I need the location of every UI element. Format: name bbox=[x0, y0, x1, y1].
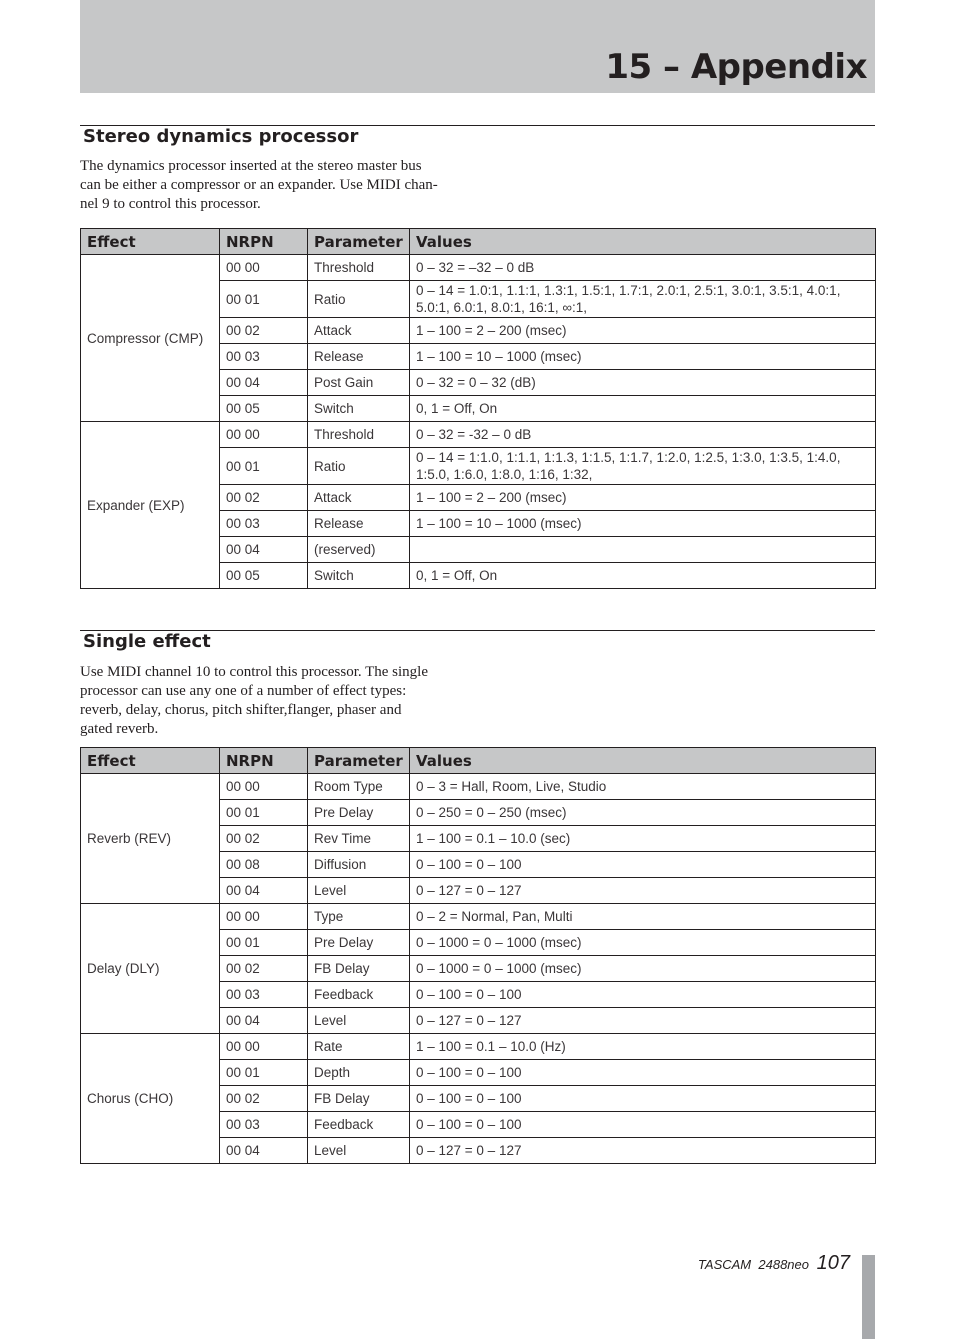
parameter-cell: Rev Time bbox=[308, 826, 410, 852]
values-cell bbox=[410, 448, 876, 485]
values-line: 0 – 14 = 1.0:1, 1.1:1, 1.3:1, 1.5:1, 1.7:1, 2.0:1, 2.5:1, 3.0:1, 3.5:1, 4.0:1, bbox=[416, 283, 841, 298]
values-cell bbox=[410, 318, 876, 344]
stereo-paragraph bbox=[80, 157, 438, 214]
effect-cell: Expander (EXP) bbox=[81, 422, 220, 589]
table-row bbox=[81, 1034, 876, 1060]
nrpn-cell: 00 04 bbox=[220, 1138, 308, 1164]
paragraph-line: reverb, delay, chorus, pitch shifter,flanger, phaser and bbox=[80, 702, 402, 718]
nrpn-cell: 00 02 bbox=[220, 1086, 308, 1112]
table-header-row bbox=[81, 748, 876, 774]
nrpn-cell: 00 01 bbox=[220, 1060, 308, 1086]
values-line: 1 – 100 = 0.1 – 10.0 (Hz) bbox=[416, 1039, 566, 1054]
values-cell bbox=[410, 1008, 876, 1034]
values-cell bbox=[410, 281, 876, 318]
parameter-cell: Level bbox=[308, 1138, 410, 1164]
values-line: 1 – 100 = 2 – 200 (msec) bbox=[416, 323, 567, 338]
values-line: 0 – 100 = 0 – 100 bbox=[416, 1065, 522, 1080]
nrpn-cell: 00 04 bbox=[220, 370, 308, 396]
values-line: 0 – 100 = 0 – 100 bbox=[416, 857, 522, 872]
nrpn-cell: 00 04 bbox=[220, 878, 308, 904]
values-line: 0 – 32 = -32 – 0 dB bbox=[416, 427, 532, 442]
values-line: 0 – 100 = 0 – 100 bbox=[416, 987, 522, 1002]
parameter-cell: (reserved) bbox=[308, 537, 410, 563]
values-cell bbox=[410, 370, 876, 396]
chapter-title: 15 – Appendix bbox=[605, 47, 867, 87]
table-row bbox=[81, 774, 876, 800]
values-line: 0 – 1000 = 0 – 1000 (msec) bbox=[416, 935, 582, 950]
parameter-cell: Ratio bbox=[308, 448, 410, 485]
paragraph-line: gated reverb. bbox=[80, 721, 159, 737]
parameter-cell: Threshold bbox=[308, 422, 410, 448]
values-cell bbox=[410, 956, 876, 982]
section-heading-single: Single effect bbox=[83, 631, 211, 652]
values-cell bbox=[410, 930, 876, 956]
values-line: 0 – 250 = 0 – 250 (msec) bbox=[416, 805, 567, 820]
column-header: Parameter bbox=[308, 229, 410, 255]
table-row bbox=[81, 422, 876, 448]
column-header: Values bbox=[410, 229, 876, 255]
section-heading-stereo: Stereo dynamics processor bbox=[83, 126, 359, 147]
values-cell bbox=[410, 344, 876, 370]
nrpn-cell: 00 03 bbox=[220, 1112, 308, 1138]
values-line: 1 – 100 = 10 – 1000 (msec) bbox=[416, 516, 582, 531]
parameter-cell: Level bbox=[308, 878, 410, 904]
effect-cell: Chorus (CHO) bbox=[81, 1034, 220, 1164]
nrpn-cell: 00 04 bbox=[220, 537, 308, 563]
nrpn-cell: 00 03 bbox=[220, 511, 308, 537]
parameter-cell: Diffusion bbox=[308, 852, 410, 878]
parameter-cell: Feedback bbox=[308, 982, 410, 1008]
parameter-cell: Pre Delay bbox=[308, 800, 410, 826]
values-cell bbox=[410, 396, 876, 422]
parameter-cell: Ratio bbox=[308, 281, 410, 318]
values-cell bbox=[410, 800, 876, 826]
values-cell bbox=[410, 485, 876, 511]
values-line: 1 – 100 = 2 – 200 (msec) bbox=[416, 490, 567, 505]
parameter-cell: Release bbox=[308, 511, 410, 537]
values-line: 0 – 100 = 0 – 100 bbox=[416, 1091, 522, 1106]
page-edge-tab bbox=[862, 1255, 875, 1339]
nrpn-cell: 00 05 bbox=[220, 563, 308, 589]
nrpn-cell: 00 03 bbox=[220, 344, 308, 370]
parameter-cell: Switch bbox=[308, 563, 410, 589]
column-header: Effect bbox=[81, 748, 220, 774]
values-cell bbox=[410, 878, 876, 904]
stereo-dynamics-table bbox=[80, 228, 876, 589]
nrpn-cell: 00 02 bbox=[220, 956, 308, 982]
values-cell bbox=[410, 774, 876, 800]
values-line: 1 – 100 = 0.1 – 10.0 (sec) bbox=[416, 831, 571, 846]
nrpn-cell: 00 04 bbox=[220, 1008, 308, 1034]
nrpn-cell: 00 02 bbox=[220, 485, 308, 511]
parameter-cell: Rate bbox=[308, 1034, 410, 1060]
footer-brand: TASCAM bbox=[697, 1257, 752, 1272]
nrpn-cell: 00 00 bbox=[220, 255, 308, 281]
parameter-cell: Type bbox=[308, 904, 410, 930]
values-cell bbox=[410, 563, 876, 589]
parameter-cell: Level bbox=[308, 1008, 410, 1034]
paragraph-line: nel 9 to control this processor. bbox=[80, 196, 261, 212]
values-line: 0 – 2 = Normal, Pan, Multi bbox=[416, 909, 573, 924]
values-cell bbox=[410, 904, 876, 930]
values-line: 0 – 3 = Hall, Room, Live, Studio bbox=[416, 779, 607, 794]
values-cell bbox=[410, 1060, 876, 1086]
values-cell bbox=[410, 1138, 876, 1164]
values-cell bbox=[410, 537, 876, 563]
page-footer bbox=[698, 1252, 850, 1275]
parameter-cell: FB Delay bbox=[308, 956, 410, 982]
table-header-row bbox=[81, 229, 876, 255]
values-line: 5.0:1, 6.0:1, 8.0:1, 16:1, ∞:1, bbox=[416, 300, 587, 315]
table-row bbox=[81, 255, 876, 281]
nrpn-cell: 00 01 bbox=[220, 800, 308, 826]
values-cell bbox=[410, 255, 876, 281]
nrpn-cell: 00 00 bbox=[220, 774, 308, 800]
nrpn-cell: 00 08 bbox=[220, 852, 308, 878]
values-line: 0 – 14 = 1:1.0, 1:1.1, 1:1.3, 1:1.5, 1:1.7, 1:2.0, 1:2.5, 1:3.0, 1:3.5, 1:4.0, bbox=[416, 450, 841, 465]
values-line: 0 – 1000 = 0 – 1000 (msec) bbox=[416, 961, 582, 976]
nrpn-cell: 00 00 bbox=[220, 904, 308, 930]
page-number: 107 bbox=[816, 1252, 850, 1274]
parameter-cell: Switch bbox=[308, 396, 410, 422]
parameter-cell: Attack bbox=[308, 485, 410, 511]
table-row bbox=[81, 904, 876, 930]
column-header: Parameter bbox=[308, 748, 410, 774]
values-cell bbox=[410, 1086, 876, 1112]
nrpn-cell: 00 00 bbox=[220, 1034, 308, 1060]
parameter-cell: Feedback bbox=[308, 1112, 410, 1138]
values-cell bbox=[410, 1034, 876, 1060]
parameter-cell: Release bbox=[308, 344, 410, 370]
parameter-cell: Attack bbox=[308, 318, 410, 344]
parameter-cell: Depth bbox=[308, 1060, 410, 1086]
values-line: 1 – 100 = 10 – 1000 (msec) bbox=[416, 349, 582, 364]
nrpn-cell: 00 05 bbox=[220, 396, 308, 422]
values-cell bbox=[410, 422, 876, 448]
effect-cell: Compressor (CMP) bbox=[81, 255, 220, 422]
values-cell bbox=[410, 511, 876, 537]
nrpn-cell: 00 02 bbox=[220, 826, 308, 852]
values-cell bbox=[410, 852, 876, 878]
parameter-cell: Post Gain bbox=[308, 370, 410, 396]
values-line: 0 – 100 = 0 – 100 bbox=[416, 1117, 522, 1132]
values-cell bbox=[410, 1112, 876, 1138]
paragraph-line: can be either a compressor or an expander. Use MIDI chan- bbox=[80, 177, 438, 193]
chapter-header-band bbox=[80, 0, 875, 93]
values-line: 0 – 32 = –32 – 0 dB bbox=[416, 260, 535, 275]
nrpn-cell: 00 01 bbox=[220, 448, 308, 485]
values-line: 0 – 127 = 0 – 127 bbox=[416, 883, 522, 898]
parameter-cell: Threshold bbox=[308, 255, 410, 281]
single-effect-table bbox=[80, 747, 876, 1164]
values-line: 0, 1 = Off, On bbox=[416, 401, 498, 416]
paragraph-line: The dynamics processor inserted at the stereo master bus bbox=[80, 158, 422, 174]
nrpn-cell: 00 00 bbox=[220, 422, 308, 448]
paragraph-line: Use MIDI channel 10 to control this processor. The single bbox=[80, 664, 428, 680]
values-cell bbox=[410, 826, 876, 852]
single-paragraph bbox=[80, 663, 428, 739]
values-cell bbox=[410, 982, 876, 1008]
values-line: 0 – 127 = 0 – 127 bbox=[416, 1143, 522, 1158]
column-header: NRPN bbox=[220, 229, 308, 255]
nrpn-cell: 00 03 bbox=[220, 982, 308, 1008]
values-line: 0 – 32 = 0 – 32 (dB) bbox=[416, 375, 536, 390]
nrpn-cell: 00 01 bbox=[220, 281, 308, 318]
values-line: 1:5.0, 1:6.0, 1:8.0, 1:16, 1:32, bbox=[416, 467, 593, 482]
column-header: Values bbox=[410, 748, 876, 774]
footer-model: 2488neo bbox=[758, 1257, 809, 1272]
values-line: 0 – 127 = 0 – 127 bbox=[416, 1013, 522, 1028]
column-header: Effect bbox=[81, 229, 220, 255]
paragraph-line: processor can use any one of a number of effect types: bbox=[80, 683, 407, 699]
parameter-cell: FB Delay bbox=[308, 1086, 410, 1112]
nrpn-cell: 00 01 bbox=[220, 930, 308, 956]
nrpn-cell: 00 02 bbox=[220, 318, 308, 344]
column-header: NRPN bbox=[220, 748, 308, 774]
parameter-cell: Pre Delay bbox=[308, 930, 410, 956]
parameter-cell: Room Type bbox=[308, 774, 410, 800]
effect-cell: Reverb (REV) bbox=[81, 774, 220, 904]
effect-cell: Delay (DLY) bbox=[81, 904, 220, 1034]
values-line: 0, 1 = Off, On bbox=[416, 568, 498, 583]
